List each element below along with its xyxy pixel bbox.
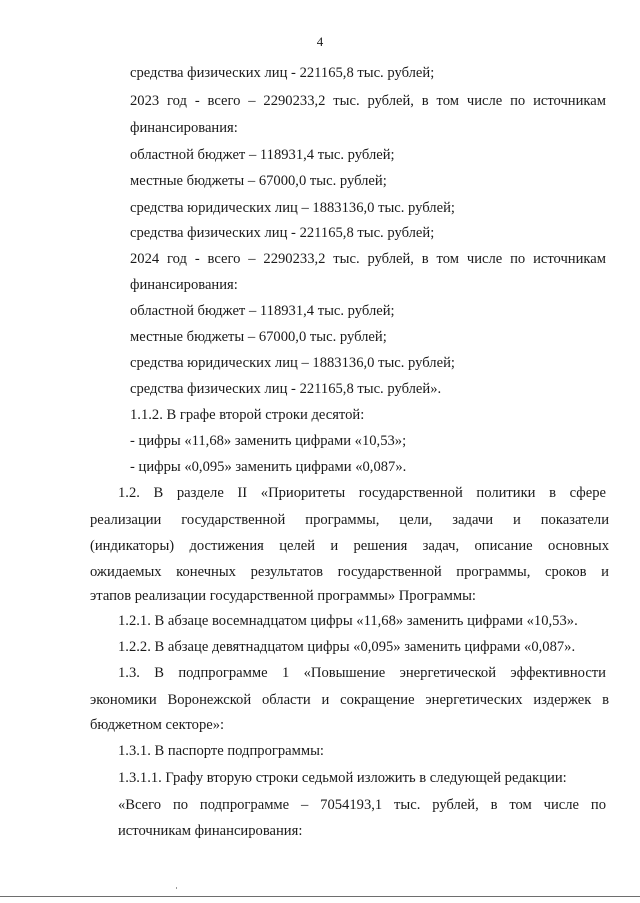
- text-line: источникам финансирования:: [118, 823, 303, 839]
- text-line: 1.1.2. В графе второй строки десятой:: [130, 407, 365, 423]
- text-line: 1.2.1. В абзаце восемнадцатом цифры «11,68» заменить цифрами «10,53».: [118, 613, 578, 629]
- text-line: средства юридических лиц – 1883136,0 тыс. рублей;: [130, 355, 455, 371]
- text-line: местные бюджеты – 67000,0 тыс. рублей;: [130, 173, 387, 189]
- text-line: средства физических лиц - 221165,8 тыс. рублей;: [130, 65, 435, 81]
- text-line: средства физических лиц - 221165,8 тыс. рублей».: [130, 381, 442, 397]
- text-line: 2023 год - всего – 2290233,2 тыс. рублей, в том числе по источникам: [130, 93, 606, 109]
- text-line: областной бюджет – 118931,4 тыс. рублей;: [130, 303, 395, 319]
- page-number: 4: [316, 34, 324, 49]
- text-line: - цифры «11,68» заменить цифрами «10,53»;: [130, 433, 407, 449]
- text-line: средства физических лиц - 221165,8 тыс. рублей;: [130, 225, 435, 241]
- text-line: - цифры «0,095» заменить цифрами «0,087».: [130, 459, 407, 475]
- text-line: (индикаторы) достижения целей и решения задач, описание основных: [90, 538, 609, 554]
- text-line: областной бюджет – 118931,4 тыс. рублей;: [130, 147, 395, 163]
- text-line: бюджетном секторе»:: [90, 717, 225, 733]
- text-line: 1.2. В разделе II «Приоритеты государственной политики в сфере: [118, 485, 606, 501]
- text-line: 1.3.1. В паспорте подпрограммы:: [118, 743, 324, 759]
- text-line: этапов реализации государственной программы» Программы:: [90, 588, 476, 604]
- text-line: 1.3. В подпрограмме 1 «Повышение энергетической эффективности: [118, 665, 606, 681]
- text-line: «Всего по подпрограмме – 7054193,1 тыс. рублей, в том числе по: [118, 797, 606, 813]
- text-line: финансирования:: [130, 277, 238, 293]
- text-line: ожидаемых конечных результатов государственной программы, сроков и: [90, 564, 609, 580]
- text-line: финансирования:: [130, 120, 238, 136]
- text-line: 1.3.1.1. Графу вторую строки седьмой изложить в следующей редакции:: [118, 770, 567, 786]
- text-line: реализации государственной программы, цели, задачи и показатели: [90, 512, 609, 528]
- scan-speck: [176, 887, 177, 889]
- text-line: экономики Воронежской области и сокращение энергетических издержек в: [90, 692, 609, 708]
- text-line: 2024 год - всего – 2290233,2 тыс. рублей, в том числе по источникам: [130, 251, 606, 267]
- page-edge-line: [0, 896, 640, 897]
- text-line: местные бюджеты – 67000,0 тыс. рублей;: [130, 329, 387, 345]
- text-line: 1.2.2. В абзаце девятнадцатом цифры «0,095» заменить цифрами «0,087».: [118, 639, 576, 655]
- text-line: средства юридических лиц – 1883136,0 тыс. рублей;: [130, 200, 455, 216]
